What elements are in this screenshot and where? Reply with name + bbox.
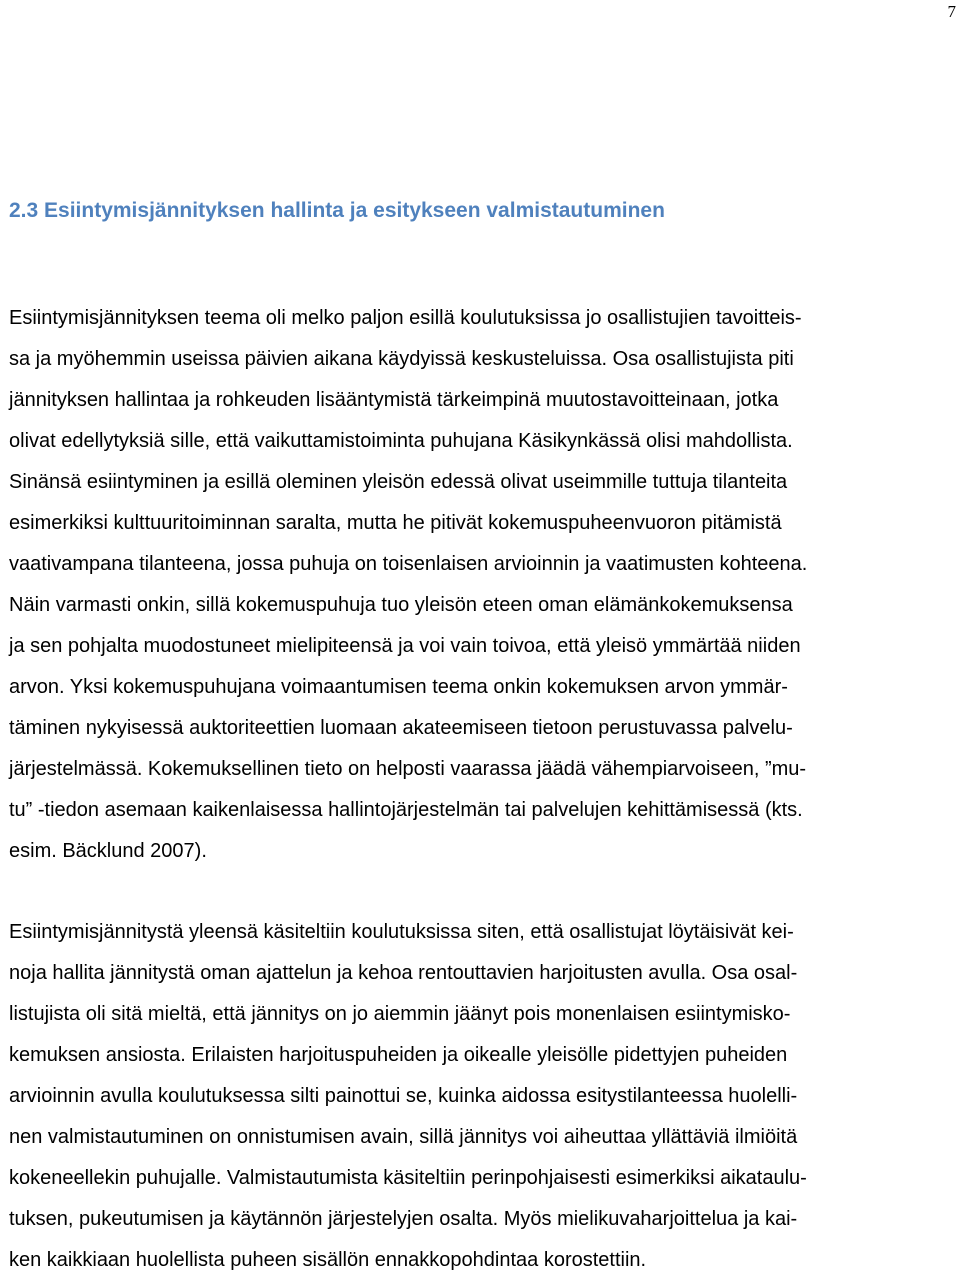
- paragraph-line: esimerkiksi kulttuuritoiminnan saralta, mutta he pitivät kokemuspuheenvuoron pitämistä: [9, 512, 782, 534]
- paragraph-line: noja hallita jännitystä oman ajattelun ja kehoa rentouttavien harjoitusten avulla. Osa osal-: [9, 962, 798, 984]
- page-number: 7: [947, 2, 956, 21]
- paragraph-line: tuksen, pukeutumisen ja käytännön järjestelyjen osalta. Myös mielikuvaharjoittelua ja kai-: [9, 1208, 798, 1230]
- paragraph-line: järjestelmässä. Kokemuksellinen tieto on helposti vaarassa jäädä vähempiarvoiseen, ”mu-: [9, 758, 807, 780]
- paragraph-line: täminen nykyisessä auktoriteettien luomaan akateemiseen tietoon perustuvassa palvelu-: [9, 717, 793, 739]
- paragraph-line: listujista oli sitä mieltä, että jännitys on jo aiemmin jäänyt pois monenlaisen esiintymisko-: [9, 1003, 791, 1025]
- paragraph-line: Sinänsä esiintyminen ja esillä oleminen yleisön edessä olivat useimmille tuttuja tilanteita: [9, 471, 788, 493]
- section-heading: 2.3 Esiintymisjännityksen hallinta ja esitykseen valmistautuminen: [9, 199, 665, 222]
- paragraph-line: ken kaikkiaan huolellista puheen sisällön ennakkopohdintaa korostettiin.: [9, 1249, 647, 1271]
- paragraph-line: kokeneellekin puhujalle. Valmistautumista käsiteltiin perinpohjaisesti esimerkiksi aikataulu-: [9, 1167, 807, 1189]
- paragraph-line: Näin varmasti onkin, sillä kokemuspuhuja tuo yleisön eteen oman elämänkokemuksensa: [9, 594, 793, 616]
- paragraph-line: tu” -tiedon asemaan kaikenlaisessa hallintojärjestelmän tai palvelujen kehittämisessä (kts.: [9, 799, 803, 821]
- paragraph-line: Esiintymisjännityksen teema oli melko paljon esillä koulutuksissa jo osallistujien tavoitteis-: [9, 307, 802, 329]
- paragraph-line: arvon. Yksi kokemuspuhujana voimaantumisen teema onkin kokemuksen arvon ymmär-: [9, 676, 788, 698]
- paragraph-line: esim. Bäcklund 2007).: [9, 840, 207, 862]
- paragraph-line: nen valmistautuminen on onnistumisen avain, sillä jännitys voi aiheuttaa yllättäviä ilmiöitä: [9, 1126, 798, 1148]
- paragraph-line: sa ja myöhemmin useissa päivien aikana käydyissä keskusteluissa. Osa osallistujista piti: [9, 348, 794, 370]
- paragraph-line: olivat edellytyksiä sille, että vaikuttamistoiminta puhujana Käsikynkässä olisi mahdollista.: [9, 430, 793, 452]
- paragraph-line: Esiintymisjännitystä yleensä käsiteltiin koulutuksissa siten, että osallistujat löytäisivät kei-: [9, 921, 794, 943]
- paragraph-line: kemuksen ansiosta. Erilaisten harjoituspuheiden ja oikealle yleisölle pidettyjen puheiden: [9, 1044, 788, 1066]
- paragraph-line: arvioinnin avulla koulutuksessa silti painottui se, kuinka aidossa esitystilanteessa huolelli-: [9, 1085, 798, 1107]
- paragraph-line: ja sen pohjalta muodostuneet mielipiteensä ja voi vain toivoa, että yleisö ymmärtää niiden: [9, 635, 801, 657]
- paragraph-line: jännityksen hallintaa ja rohkeuden lisääntymistä tärkeimpinä muutostavoitteinaan, jotka: [9, 389, 779, 411]
- paragraph-line: vaativampana tilanteena, jossa puhuja on toisenlaisen arvioinnin ja vaatimusten kohteena.: [9, 553, 808, 575]
